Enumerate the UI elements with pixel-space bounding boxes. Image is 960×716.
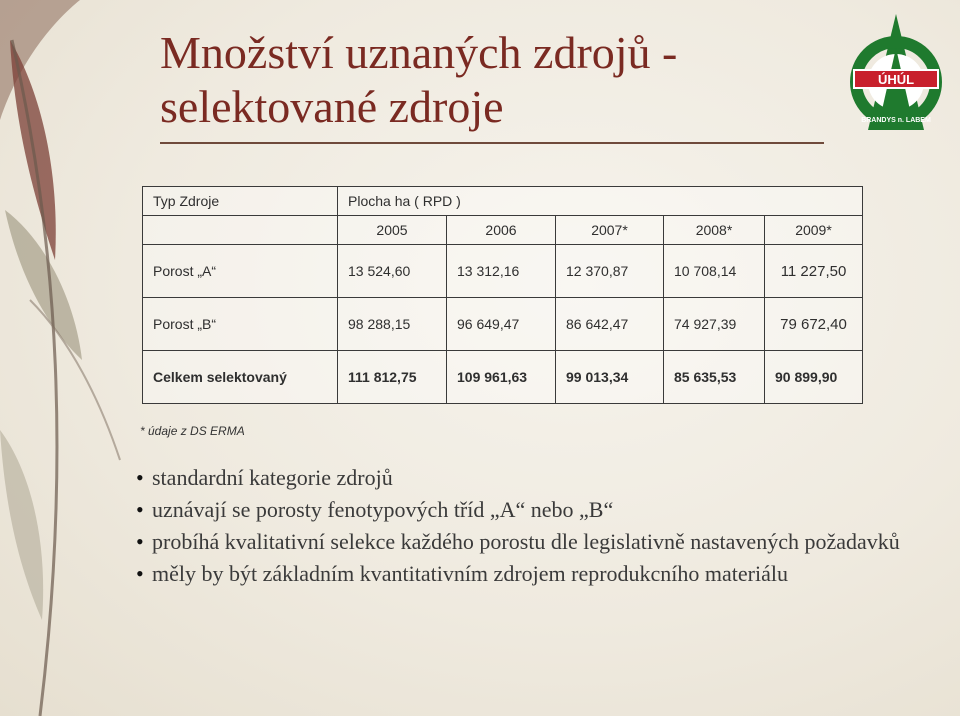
year-cell: 2009* — [765, 216, 863, 245]
value-cell: 11 227,50 — [765, 245, 863, 298]
list-item-text: probíhá kvalitativní selekce každého porostu dle legislativně nastavených požadavků — [152, 529, 900, 554]
value-cell: 109 961,63 — [447, 351, 556, 404]
table-row — [143, 298, 863, 351]
year-row — [143, 216, 863, 245]
list-item — [136, 558, 936, 590]
list-item-text: měly by být základním kvantitativním zdrojem reprodukcního materiálu — [152, 561, 788, 586]
title-line-2: selektované zdroje — [160, 81, 504, 132]
logo-abbr: ÚHÚL — [877, 72, 915, 87]
value-cell: 13 312,16 — [447, 245, 556, 298]
value-cell: 74 927,39 — [664, 298, 765, 351]
bullet-icon: • — [136, 465, 144, 490]
bullet-icon: • — [136, 497, 144, 522]
list-item — [136, 494, 936, 526]
value-cell: 96 649,47 — [447, 298, 556, 351]
uhul-logo — [848, 10, 944, 136]
decorative-leaves-image — [0, 0, 140, 716]
value-cell: 79 672,40 — [765, 298, 863, 351]
table-header-row — [143, 187, 863, 216]
footnote: * údaje z DS ERMA — [140, 424, 245, 438]
bullet-icon: • — [136, 529, 144, 554]
value-cell: 98 288,15 — [338, 298, 447, 351]
value-cell: 10 708,14 — [664, 245, 765, 298]
table-row — [143, 245, 863, 298]
row-header-label: Typ Zdroje — [143, 187, 338, 216]
year-cell: 2005 — [338, 216, 447, 245]
value-cell: 86 642,47 — [556, 298, 664, 351]
data-table — [142, 186, 863, 404]
group-header: Plocha ha ( RPD ) — [338, 187, 863, 216]
list-item — [136, 462, 936, 494]
bullet-icon: • — [136, 561, 144, 586]
page-title — [160, 26, 677, 134]
value-cell: 99 013,34 — [556, 351, 664, 404]
row-label: Celkem selektovaný — [143, 351, 338, 404]
table-row-total — [143, 351, 863, 404]
value-cell: 12 370,87 — [556, 245, 664, 298]
year-cell: 2006 — [447, 216, 556, 245]
logo-ring-text: BRANDYS n. LABEM — [861, 117, 931, 124]
list-item-text: uznávají se porosty fenotypových tříd „A“ nebo „B“ — [152, 497, 614, 522]
list-item-text: standardní kategorie zdrojů — [152, 465, 393, 490]
year-spacer-cell — [143, 216, 338, 245]
bullet-list — [136, 462, 936, 590]
title-underline — [160, 142, 824, 144]
title-line-1: Množství uznaných zdrojů - — [160, 27, 678, 78]
value-cell: 13 524,60 — [338, 245, 447, 298]
year-cell: 2007* — [556, 216, 664, 245]
value-cell: 85 635,53 — [664, 351, 765, 404]
row-label: Porost „A“ — [143, 245, 338, 298]
year-cell: 2008* — [664, 216, 765, 245]
list-item — [136, 526, 936, 558]
value-cell: 111 812,75 — [338, 351, 447, 404]
value-cell: 90 899,90 — [765, 351, 863, 404]
row-label: Porost „B“ — [143, 298, 338, 351]
